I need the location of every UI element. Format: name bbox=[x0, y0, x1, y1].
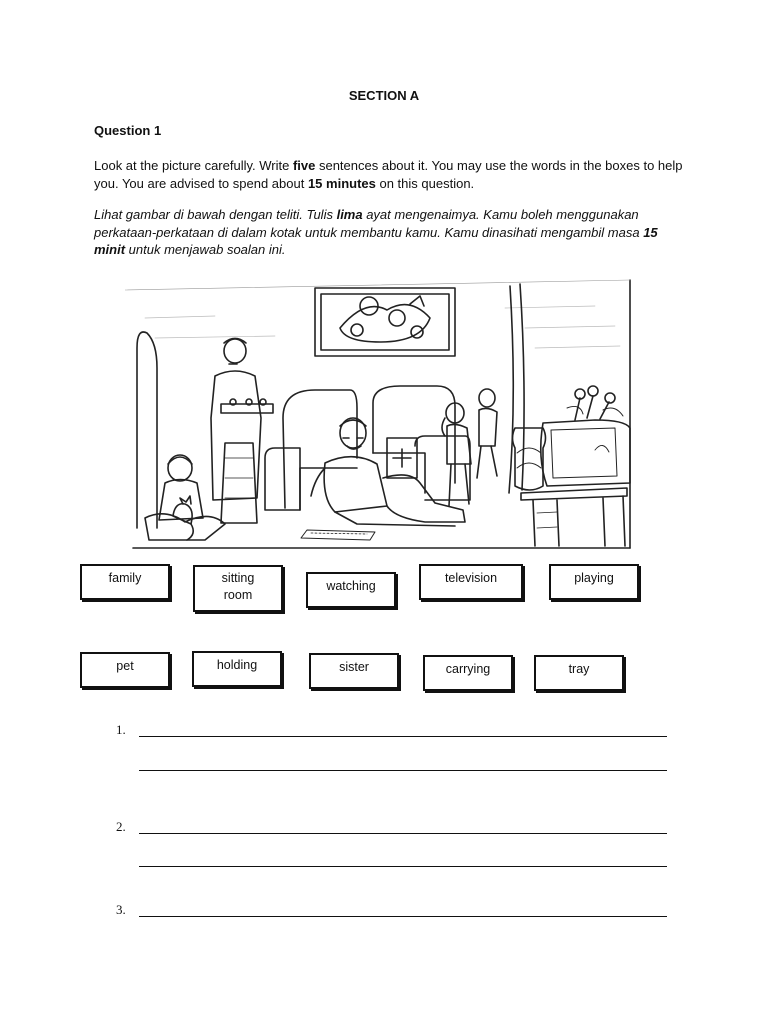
word-label: holding bbox=[216, 658, 258, 672]
word-label: sitting room bbox=[221, 571, 255, 602]
word-label: television bbox=[444, 571, 498, 585]
answer-line[interactable] bbox=[139, 916, 667, 917]
word-box-holding bbox=[192, 651, 282, 687]
word-box-family bbox=[80, 564, 170, 600]
word-label: sister bbox=[339, 660, 369, 674]
section-title: SECTION A bbox=[348, 88, 420, 103]
answer-line[interactable] bbox=[139, 833, 667, 834]
word-label: carrying bbox=[445, 662, 491, 676]
word-label: tray bbox=[568, 662, 590, 676]
word-label: playing bbox=[574, 571, 614, 585]
word-box-playing bbox=[549, 564, 639, 600]
word-box-sitting-room bbox=[193, 565, 283, 612]
word-label: pet bbox=[116, 659, 134, 673]
answer-number-3: 3. bbox=[116, 902, 126, 917]
instructions-malay: Lihat gambar di bawah dengan teliti. Tulis lima ayat mengenaimya. Kamu boleh menggunakan perkataan-perkataan di dalam kotak untuk membantu kamu. Kamu dinasihati mengambil masa 15 minit untuk menjawab soalan ini. bbox=[94, 207, 658, 257]
question-title: Question 1 bbox=[94, 123, 162, 138]
instructions-english: Look at the picture carefully. Write five sentences about it. You may use the words in the boxes to help you. You are advised to spend about 15 minutes on this question. bbox=[94, 158, 683, 191]
word-box-television bbox=[419, 564, 523, 600]
answer-line[interactable] bbox=[139, 866, 667, 867]
word-box-carrying bbox=[423, 655, 513, 691]
word-label: family bbox=[108, 571, 142, 585]
word-box-watching bbox=[306, 572, 396, 608]
word-box-tray bbox=[534, 655, 624, 691]
word-label: watching bbox=[326, 579, 376, 593]
answer-line[interactable] bbox=[139, 736, 667, 737]
word-box-sister bbox=[309, 653, 399, 689]
answer-number-2: 2. bbox=[116, 819, 126, 834]
answer-line[interactable] bbox=[139, 770, 667, 771]
family-sitting-room-illustration bbox=[125, 278, 635, 550]
word-box-pet bbox=[80, 652, 170, 688]
answer-number-1: 1. bbox=[116, 722, 126, 737]
